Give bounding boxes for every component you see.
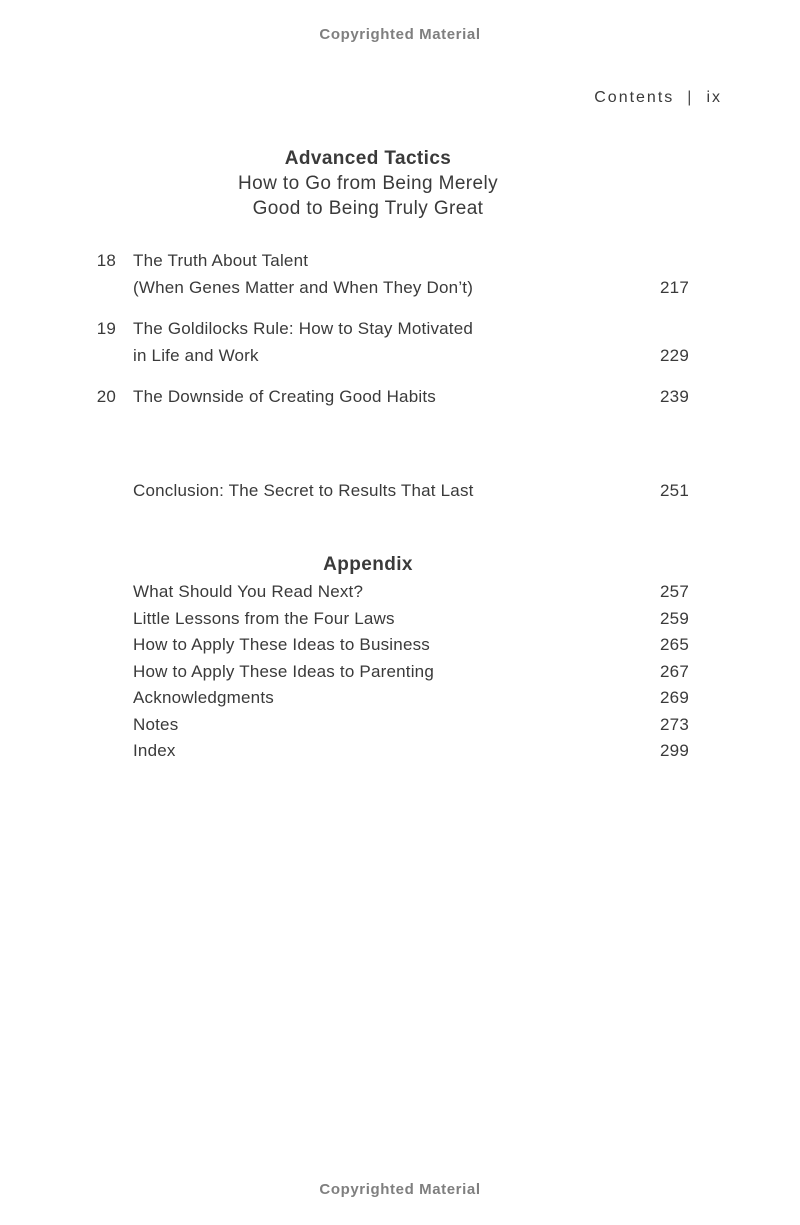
toc-entry-conclusion — [96, 477, 689, 504]
appendix-section — [96, 552, 689, 765]
chapter-title — [133, 247, 648, 301]
conclusion-page-number: 251 — [660, 481, 689, 500]
running-head-title: Contents — [594, 89, 675, 106]
copyright-notice-top: Copyrighted Material — [319, 26, 481, 43]
part-heading — [0, 146, 736, 221]
appendix-item-title: What Should You Read Next? — [133, 582, 364, 601]
toc-entry-chapter-18 — [96, 247, 689, 301]
chapter-page-number: 239 — [660, 387, 689, 406]
appendix-item-page-number: 299 — [660, 741, 689, 760]
chapter-title — [133, 315, 648, 369]
chapter-number: 20 — [96, 387, 116, 406]
appendix-heading: Appendix — [323, 554, 413, 575]
copyright-notice-bottom: Copyrighted Material — [319, 1181, 481, 1198]
chapter-page-number: 229 — [660, 346, 689, 365]
appendix-item-page-number: 267 — [660, 661, 689, 681]
running-head-page-number: ix — [706, 89, 722, 106]
chapter-title-line: The Downside of Creating Good Habits — [133, 387, 436, 406]
part-subtitle-line-2: Good to Being Truly Great — [252, 198, 484, 219]
appendix-item-page-number: 269 — [660, 688, 689, 707]
toc-chapter-list — [96, 247, 689, 504]
appendix-item-title: Little Lessons from the Four Laws — [133, 608, 395, 628]
appendix-entry — [96, 606, 689, 633]
toc-entry-chapter-19 — [96, 315, 689, 369]
chapter-title-line: (When Genes Matter and When They Don’t) — [133, 278, 474, 297]
running-head-separator: | — [687, 89, 694, 106]
appendix-item-title: Index — [133, 741, 176, 760]
appendix-entry — [96, 632, 689, 659]
chapter-number: 19 — [96, 319, 116, 338]
chapter-title — [133, 383, 648, 410]
chapter-number: 18 — [96, 251, 116, 270]
chapter-title-line: The Goldilocks Rule: How to Stay Motivated — [133, 319, 474, 338]
chapter-page-number: 217 — [660, 278, 689, 297]
appendix-item-page-number: 265 — [660, 635, 689, 654]
chapter-title-line: The Truth About Talent — [133, 251, 309, 270]
appendix-item-page-number: 273 — [660, 714, 689, 734]
appendix-item-title: Acknowledgments — [133, 688, 274, 707]
appendix-entry — [96, 738, 689, 765]
appendix-item-page-number: 259 — [660, 608, 689, 628]
toc-entry-chapter-20 — [96, 383, 689, 410]
conclusion-title: Conclusion: The Secret to Results That Last — [133, 481, 474, 500]
appendix-item-page-number: 257 — [660, 582, 689, 601]
appendix-entry — [96, 712, 689, 739]
appendix-entry — [96, 579, 689, 606]
appendix-item-title: Notes — [133, 714, 179, 734]
appendix-item-title: How to Apply These Ideas to Parenting — [133, 661, 434, 681]
part-title: Advanced Tactics — [284, 148, 452, 169]
part-subtitle-line-1: How to Go from Being Merely — [238, 173, 498, 194]
appendix-entry — [96, 659, 689, 686]
chapter-title-line: in Life and Work — [133, 346, 259, 365]
appendix-item-title: How to Apply These Ideas to Business — [133, 635, 430, 654]
running-head — [594, 89, 722, 107]
appendix-entry — [96, 685, 689, 712]
